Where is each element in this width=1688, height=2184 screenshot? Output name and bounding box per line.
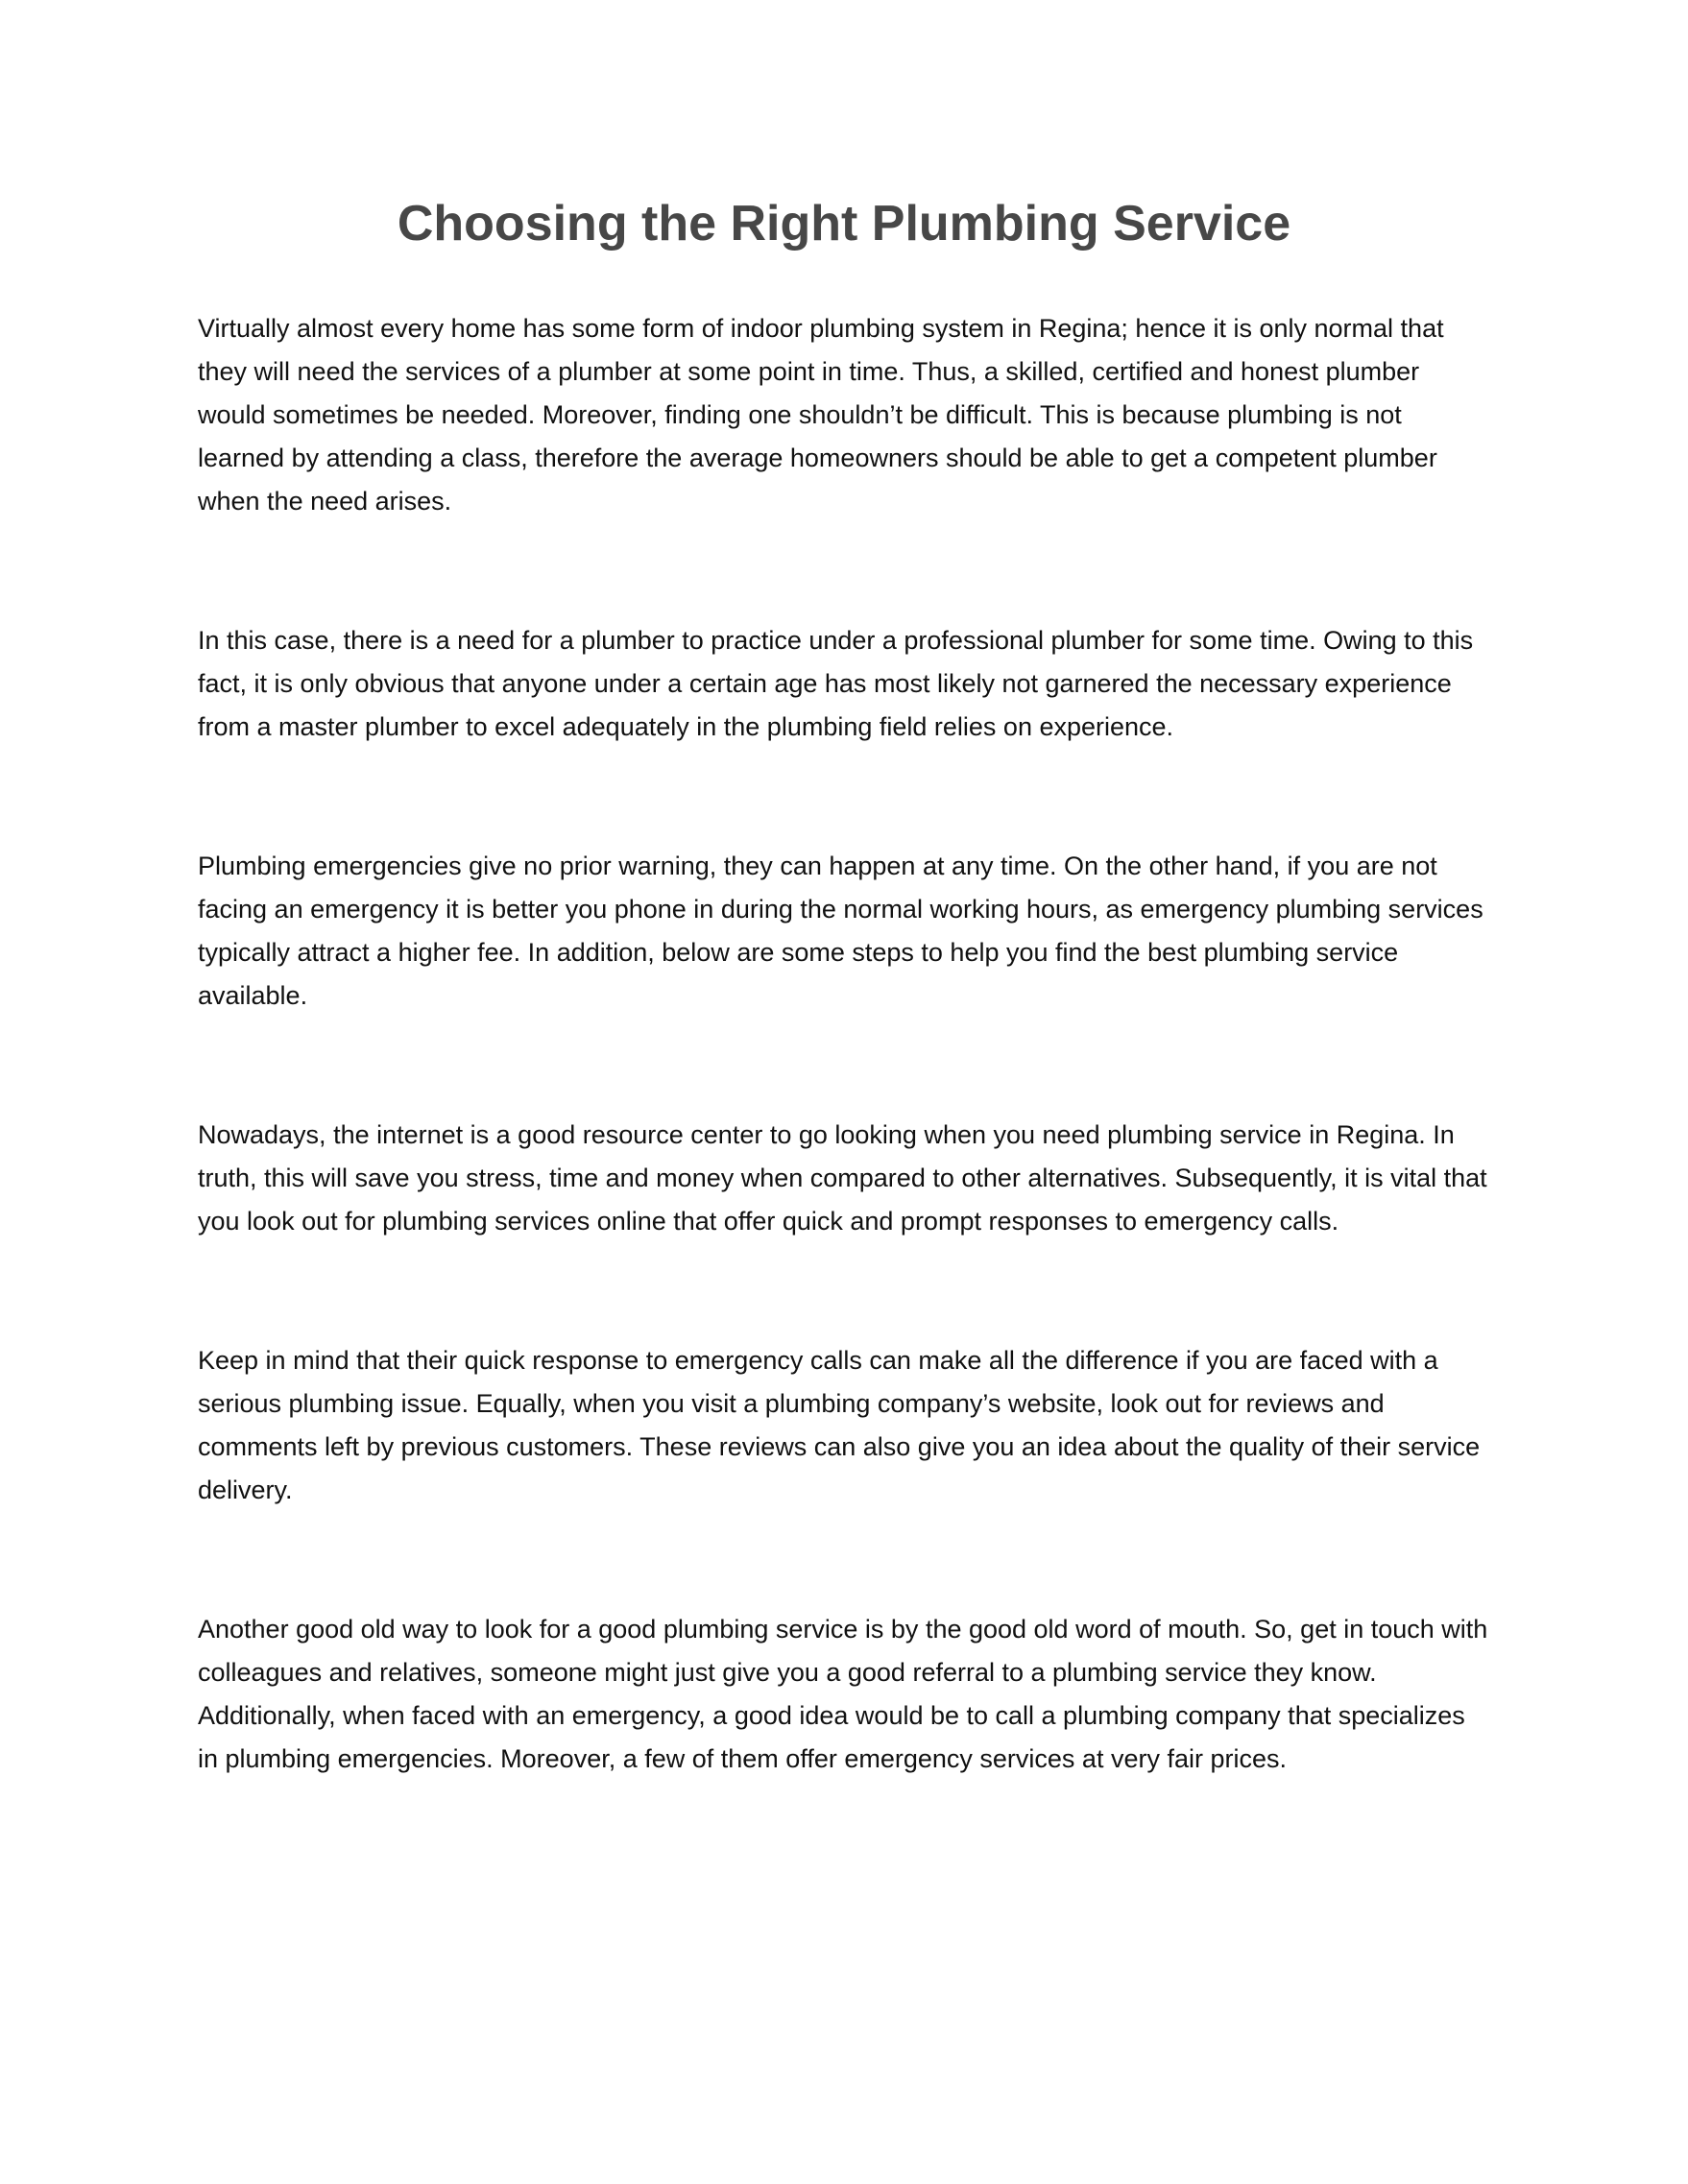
paragraph-intro: Virtually almost every home has some form of indoor plumbing system in Regina; hence it is only normal that they will need the services of a plumber at some point in time. Thus, a skilled, certified and honest plumber would sometimes be needed. Moreover, finding one shouldn’t be difficult. This is because plumbing is not learned by attending a class, therefore the average homeowners should be able to get a competent plumber when the need arises. — [198, 314, 1444, 516]
document-title: Choosing the Right Plumbing Service — [397, 196, 1291, 252]
paragraph-internet: Nowadays, the internet is a good resource center to go looking when you need plumbing service in Regina. In truth, this will save you stress, time and money when compared to other alternatives. Subsequently, it is vital that you look out for plumbing services online that offer quick and prompt responses to emergency calls. — [198, 1120, 1487, 1236]
paragraph-experience: In this case, there is a need for a plumber to practice under a professional plumber for some time. Owing to this fact, it is only obvious that anyone under a certain age has most likely not garnered the necessary experience from a master plumber to excel adequately in the plumbing field relies on experience. — [198, 626, 1474, 741]
paragraph-reviews: Keep in mind that their quick response to emergency calls can make all the difference if you are faced with a serious plumbing issue. Equally, when you visit a plumbing company’s website, look out for reviews and comments left by previous customers. These reviews can also give you an idea about the quality of their service delivery. — [198, 1346, 1481, 1504]
paragraph-word-of-mouth: Another good old way to look for a good plumbing service is by the good old word of mouth. So, get in touch with colleagues and relatives, someone might just give you a good referral to a plumbing service they know. Additionally, when faced with an emergency, a good idea would be to call a plumbing company that specializes in plumbing emergencies. Moreover, a few of them offer emergency services at very fair prices. — [198, 1615, 1488, 1773]
paragraph-emergencies: Plumbing emergencies give no prior warning, they can happen at any time. On the other hand, if you are not facing an emergency it is better you phone in during the normal working hours, as emergency plumbing services typically attract a higher fee. In addition, below are some steps to help you find the best plumbing service available. — [198, 852, 1483, 1010]
